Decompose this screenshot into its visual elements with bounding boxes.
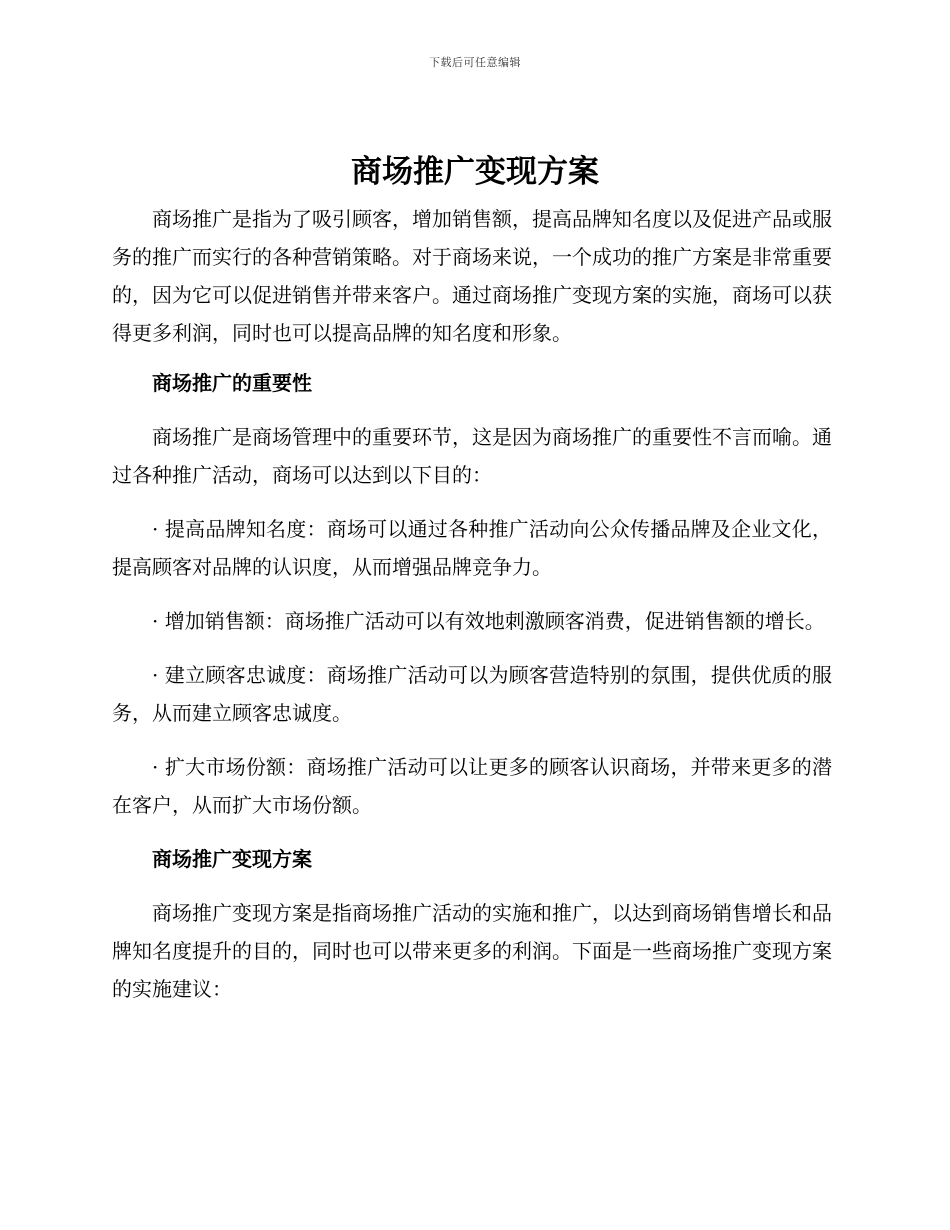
section-heading-monetization: 商场推广变现方案: [152, 847, 312, 871]
monetization-paragraph: 商场推广变现方案是指商场推广活动的实施和推广，以达到商场销售增长和品牌知名度提升的目的，同时也可以带来更多的利润。下面是一些商场推广变现方案的实施建议：: [112, 901, 832, 1001]
bullet-item-sales-increase: · 增加销售额：商场推广活动可以有效地刺激顾客消费，促进销售额的增长。: [152, 609, 825, 633]
document-title: 商场推广变现方案: [351, 154, 599, 190]
intro-paragraph: 商场推广是指为了吸引顾客，增加销售额，提高品牌知名度以及促进产品或服务的推广而实行的各种营销策略。对于商场来说，一个成功的推广方案是非常重要的，因为它可以促进销售并带来客户。通过商场推广变现方案的实施，商场可以获得更多利润，同时也可以提高品牌的知名度和形象。: [112, 207, 832, 345]
bullet-item-customer-loyalty: · 建立顾客忠诚度：商场推广活动可以为顾客营造特别的氛围，提供优质的服务，从而建立顾客忠诚度。: [112, 663, 832, 725]
bullet-item-market-share: · 扩大市场份额：商场推广活动可以让更多的顾客认识商场，并带来更多的潜在客户，从而扩大市场份额。: [112, 755, 832, 817]
bullet-item-brand-awareness: · 提高品牌知名度：商场可以通过各种推广活动向公众传播品牌及企业文化，提高顾客对品牌的认识度，从而增强品牌竞争力。: [112, 517, 832, 579]
document-body: [112, 200, 832, 1024]
importance-paragraph: 商场推广是商场管理中的重要环节，这是因为商场推广的重要性不言而喻。通过各种推广活动，商场可以达到以下目的：: [112, 425, 832, 487]
header-note: 下载后可任意编辑: [429, 56, 521, 69]
section-heading-importance: 商场推广的重要性: [152, 371, 312, 395]
